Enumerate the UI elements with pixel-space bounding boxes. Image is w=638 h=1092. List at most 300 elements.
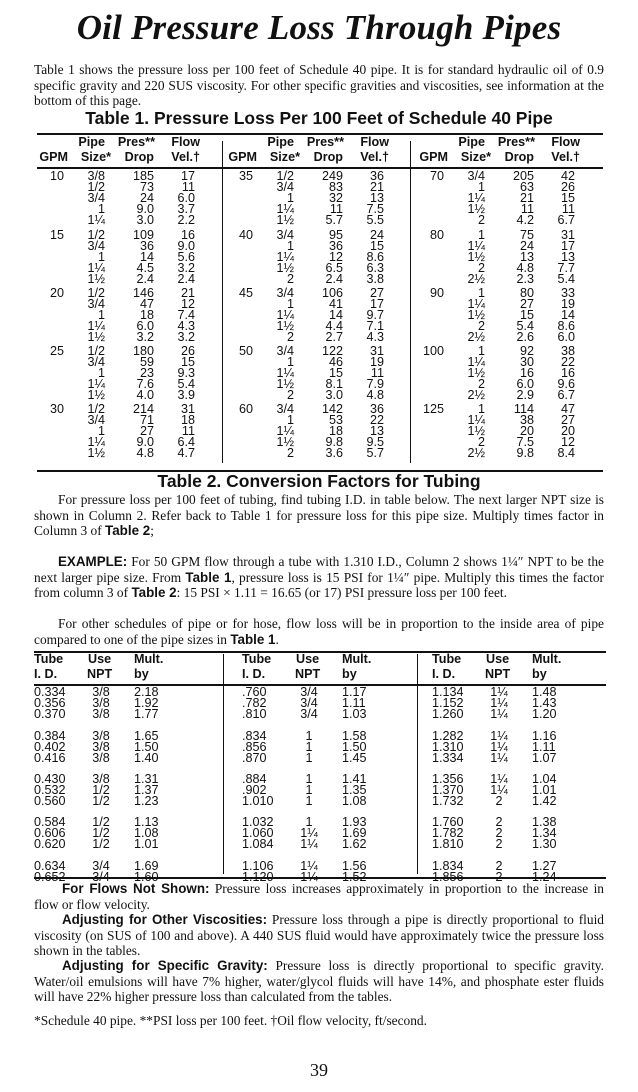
pressure-drop: 80 — [519, 286, 534, 300]
table2-header-top: Mult. — [134, 652, 164, 666]
pipe-size: 1½ — [467, 308, 485, 323]
npt-size: 2 — [495, 815, 503, 829]
tube-id: .884 — [242, 772, 267, 786]
flow-velocity: 7.7 — [557, 261, 575, 276]
tube-id: 1.106 — [242, 859, 274, 873]
pressure-drop: 92 — [519, 344, 534, 358]
pipe-size: 2 — [286, 388, 294, 403]
flow-velocity: 22 — [560, 355, 575, 370]
tube-id: 1.032 — [242, 815, 274, 829]
flow-velocity: 7.1 — [366, 319, 384, 334]
pipe-size: 1½ — [467, 366, 485, 381]
pressure-drop: 9.8 — [325, 435, 343, 450]
pipe-size: 3/8 — [87, 169, 105, 183]
pipe-size: 2 — [286, 446, 294, 461]
gpm-value: 10 — [49, 169, 64, 183]
table2-header-top: Mult. — [342, 652, 372, 666]
table2-instructions — [34, 492, 604, 539]
pressure-drop: 3.2 — [136, 330, 154, 345]
flow-velocity: 21 — [369, 180, 384, 195]
table1-row — [226, 215, 411, 226]
pressure-drop: 185 — [132, 169, 154, 183]
table1-row — [226, 390, 411, 401]
pipe-size: 1 — [477, 402, 485, 416]
pipe-size: 1 — [477, 344, 485, 358]
multiplier: 1.23 — [134, 794, 159, 809]
npt-size: 2 — [495, 837, 503, 852]
gpm-value: 125 — [422, 402, 444, 416]
pipe-size: 1 — [97, 250, 105, 265]
pipe-size: 1¼ — [467, 355, 485, 370]
tube-id: 1.732 — [432, 794, 464, 809]
pipe-size: 3/4 — [87, 191, 105, 206]
tube-id: 1.356 — [432, 772, 464, 786]
page-title: Oil Pressure Loss Through Pipes — [76, 8, 562, 47]
pressure-drop: 114 — [513, 402, 534, 416]
npt-size: 1/2 — [92, 815, 110, 829]
pressure-drop: 4.8 — [136, 446, 154, 461]
gpm-value: 70 — [429, 169, 444, 183]
gpm-value: 25 — [49, 344, 64, 358]
pipe-size: 1¼ — [276, 366, 294, 381]
pipe-size: 3/4 — [87, 239, 105, 254]
pipe-size: 1/2 — [87, 286, 105, 300]
npt-size: 3/4 — [92, 859, 110, 873]
pressure-drop: 5.7 — [325, 213, 343, 228]
pressure-drop: 3.0 — [325, 388, 343, 403]
table2-header-bottom: I. D. — [34, 667, 58, 681]
gpm-value: 100 — [422, 344, 444, 358]
other-schedules-paragraph — [34, 616, 604, 647]
table2-title: Table 2. Conversion Factors for Tubing — [157, 471, 481, 491]
multiplier: 1.50 — [342, 740, 367, 755]
tube-id: 0.560 — [34, 794, 66, 809]
flow-velocity: 13 — [369, 191, 384, 206]
table2-header-bottom: I. D. — [432, 667, 456, 681]
flow-velocity: 7.5 — [366, 202, 384, 217]
note-flows-label: For Flows Not Shown: — [62, 881, 210, 896]
pipe-size: 1½ — [87, 330, 105, 345]
pipe-size: 1½ — [276, 435, 294, 450]
tube-id: 1.370 — [432, 783, 464, 798]
npt-size: 1 — [305, 740, 313, 755]
table2 — [34, 651, 606, 885]
pipe-size: 1 — [286, 355, 294, 370]
multiplier: 1.69 — [134, 859, 159, 873]
example-paragraph — [34, 554, 604, 601]
pressure-drop: 13 — [519, 250, 534, 265]
npt-size: 1 — [305, 751, 313, 766]
gpm-value: 80 — [429, 228, 444, 242]
multiplier: 1.69 — [342, 826, 367, 841]
table1-header-top: Flow — [171, 135, 200, 149]
tube-id: .782 — [242, 696, 267, 711]
gpm-value: 40 — [238, 228, 253, 242]
flow-velocity: 9.3 — [177, 366, 195, 381]
pressure-drop: 2.7 — [325, 330, 343, 345]
flow-velocity: 20 — [560, 424, 575, 439]
table1-row — [226, 448, 411, 459]
flow-velocity: 19 — [369, 355, 384, 370]
table1-header-top: Pres** — [497, 135, 535, 149]
pipe-size: 1 — [286, 413, 294, 428]
pipe-size: 3/4 — [276, 344, 294, 358]
pressure-drop: 6.0 — [516, 377, 534, 392]
table2-header-top: Use — [486, 652, 510, 666]
pipe-size: 1¼ — [87, 261, 105, 276]
table2-row — [242, 753, 427, 764]
table1-row — [37, 274, 222, 285]
table1-row — [37, 332, 222, 343]
pressure-drop: 27 — [519, 297, 534, 312]
flow-velocity: 27 — [560, 413, 575, 428]
note-sg-text: Pressure loss is directly proportional to specific gravity. Water/oil emulsions will have 7% higher, water/glycol fluids will have 14%, and phosphate ester fluids will have 22% higher pressure loss than calculated from the tables. — [34, 958, 604, 1005]
flow-velocity: 5.6 — [177, 250, 195, 265]
tube-id: 1.282 — [432, 729, 464, 743]
pipe-size: 2 — [477, 377, 485, 392]
tube-id: 0.430 — [34, 772, 66, 786]
multiplier: 1.04 — [532, 772, 557, 786]
pressure-drop: 2.6 — [516, 330, 534, 345]
pipe-size: 1¼ — [467, 297, 485, 312]
pipe-size: 2 — [477, 261, 485, 276]
npt-size: 3/8 — [92, 685, 110, 699]
flow-velocity: 6.7 — [557, 388, 575, 403]
npt-size: 3/4 — [300, 707, 318, 722]
flow-velocity: 2.4 — [177, 272, 195, 287]
tube-id: .760 — [242, 685, 267, 699]
npt-size: 3/8 — [92, 696, 110, 711]
multiplier: 1.16 — [532, 729, 557, 743]
flow-velocity: 15 — [560, 191, 575, 206]
table1-header-top: Flow — [551, 135, 580, 149]
table1-row — [37, 448, 222, 459]
npt-size: 1/2 — [92, 837, 110, 852]
npt-size: 1¼ — [490, 751, 508, 766]
flow-velocity: 11 — [370, 366, 384, 381]
npt-size: 2 — [495, 826, 503, 841]
npt-size: 1/2 — [92, 794, 110, 809]
pressure-drop: 109 — [132, 228, 154, 242]
pressure-drop: 95 — [328, 228, 343, 242]
multiplier: 1.31 — [134, 772, 159, 786]
flow-velocity: 7.9 — [366, 377, 384, 392]
table2-ref: Table 2 — [105, 523, 151, 539]
pipe-size: 1½ — [276, 261, 294, 276]
table2-row — [242, 839, 427, 850]
table1-header-bottom: Vel.† — [171, 150, 200, 164]
pipe-size: 2 — [286, 330, 294, 345]
multiplier: 1.38 — [532, 815, 557, 829]
pressure-drop: 36 — [328, 239, 343, 254]
flow-velocity: 5.4 — [557, 272, 575, 287]
table1-header-top: Pres** — [117, 135, 155, 149]
flow-velocity: 8.6 — [366, 250, 384, 265]
pipe-size: 1¼ — [87, 377, 105, 392]
flow-velocity: 9.0 — [177, 239, 195, 254]
example-table2-ref: Table 2 — [131, 585, 177, 601]
npt-size: 3/4 — [300, 696, 318, 711]
flow-velocity: 13 — [369, 424, 384, 439]
table2-row — [34, 709, 219, 720]
multiplier: 1.11 — [532, 740, 556, 755]
npt-size: 1¼ — [300, 859, 318, 873]
multiplier: 1.58 — [342, 729, 367, 743]
multiplier: 1.07 — [532, 751, 557, 766]
table2-header-bottom: by — [532, 667, 547, 681]
pipe-size: 2 — [477, 213, 485, 228]
multiplier: 1.56 — [342, 859, 367, 873]
tube-id: .834 — [242, 729, 267, 743]
table2-top-rule — [34, 651, 606, 653]
pipe-size: 1¼ — [467, 239, 485, 254]
multiplier: 1.30 — [532, 837, 557, 852]
pressure-drop: 6.5 — [325, 261, 343, 276]
table1-header-bottom: GPM — [419, 150, 448, 164]
table2-row — [242, 731, 427, 742]
flow-velocity: 2.2 — [177, 213, 195, 228]
pressure-drop: 23 — [139, 366, 154, 381]
flow-velocity: 33 — [560, 286, 575, 300]
multiplier: 1.42 — [532, 794, 557, 809]
npt-size: 2 — [495, 794, 503, 809]
pressure-drop: 59 — [139, 355, 154, 370]
table1-header-bottom: Size* — [80, 150, 111, 164]
flow-velocity: 17 — [369, 297, 384, 312]
pressure-drop: 46 — [328, 355, 343, 370]
pressure-drop: 32 — [328, 191, 343, 206]
pipe-size: 1¼ — [467, 413, 485, 428]
note-viscosity — [34, 912, 604, 959]
tube-id: 1.760 — [432, 815, 464, 829]
pressure-drop: 146 — [132, 286, 154, 300]
pipe-size: 1½ — [87, 446, 105, 461]
pressure-drop: 24 — [519, 239, 534, 254]
pressure-drop: 16 — [519, 366, 534, 381]
table2-row — [432, 796, 617, 807]
table1-header-top: Pres** — [306, 135, 344, 149]
pipe-size: 1 — [97, 424, 105, 439]
table2-header-top: Tube — [34, 652, 64, 666]
flow-velocity: 36 — [369, 169, 384, 183]
pipe-size: 1/2 — [87, 344, 105, 358]
table1 — [37, 133, 603, 471]
tube-id: 0.532 — [34, 783, 66, 798]
table2-header-top: Tube — [432, 652, 462, 666]
table2-row — [242, 774, 427, 785]
pressure-drop: 2.9 — [516, 388, 534, 403]
pipe-size: 3/4 — [276, 180, 294, 195]
pipe-size: 2½ — [467, 272, 485, 287]
table1-row — [417, 332, 602, 343]
flow-velocity: 6.3 — [366, 261, 384, 276]
flow-velocity: 4.3 — [177, 319, 195, 334]
flow-velocity: 4.3 — [366, 330, 384, 345]
table1-header-bottom: Size* — [460, 150, 491, 164]
multiplier: 1.52 — [342, 870, 367, 885]
flow-velocity: 21 — [180, 286, 195, 300]
flow-velocity: 3.9 — [177, 388, 195, 403]
example-text-a: For 50 GPM flow through a tube with 1.310 I.D., Column 2 shows 1¼″ NPT to be the next larger pipe size. From — [34, 554, 604, 585]
table1-title: Table 1. Pressure Loss Per 100 Feet of Schedule 40 Pipe — [85, 108, 553, 128]
pressure-drop: 8.1 — [325, 377, 343, 392]
multiplier: 1.08 — [134, 826, 159, 841]
pressure-drop: 122 — [321, 344, 343, 358]
pipe-size: 1 — [477, 180, 485, 195]
multiplier: 1.40 — [134, 751, 159, 766]
flow-velocity: 16 — [560, 366, 575, 381]
flow-velocity: 5.4 — [177, 377, 195, 392]
pressure-drop: 249 — [321, 169, 343, 183]
pressure-drop: 20 — [519, 424, 534, 439]
table2-row — [34, 839, 219, 850]
table1-divider-1 — [222, 141, 223, 463]
table2-instructions-end: ; — [150, 523, 154, 539]
flow-velocity: 3.7 — [177, 202, 195, 217]
pressure-drop: 12 — [328, 250, 343, 265]
flow-velocity: 11 — [561, 202, 575, 217]
multiplier: 1.37 — [134, 783, 159, 798]
pipe-size: 1½ — [276, 213, 294, 228]
table1-row — [417, 390, 602, 401]
flow-velocity: 31 — [369, 344, 384, 358]
pipe-size: 3/4 — [276, 286, 294, 300]
table2-instructions-text: For pressure loss per 100 feet of tubing, find tubing I.D. in table below. The next larger NPT size is shown in Column 2. Refer back to Table 1 for pressure loss for this pipe size. Multiply times factor in Column 3 of — [34, 492, 604, 539]
npt-size: 1¼ — [490, 740, 508, 755]
pipe-size: 1/2 — [87, 402, 105, 416]
pipe-size: 1¼ — [87, 435, 105, 450]
table2-row — [242, 709, 427, 720]
pressure-drop: 47 — [139, 297, 154, 312]
tube-id: 1.856 — [432, 870, 464, 885]
table1-header-bottom: GPM — [39, 150, 68, 164]
pipe-size: 2½ — [467, 446, 485, 461]
flow-velocity: 9.6 — [557, 377, 575, 392]
pressure-drop: 18 — [328, 424, 343, 439]
pressure-drop: 9.0 — [136, 202, 154, 217]
flow-velocity: 13 — [560, 250, 575, 265]
pressure-drop: 18 — [139, 308, 154, 323]
tube-id: 0.584 — [34, 815, 66, 829]
pipe-size: 1¼ — [87, 213, 105, 228]
tube-id: 0.634 — [34, 859, 66, 873]
tube-id: 1.810 — [432, 837, 464, 852]
pressure-drop: 2.4 — [325, 272, 343, 287]
multiplier: 1.24 — [532, 870, 557, 885]
pipe-size: 1¼ — [87, 319, 105, 334]
npt-size: 1¼ — [490, 783, 508, 798]
flow-velocity: 31 — [180, 402, 195, 416]
table1-header-bottom: Vel.† — [551, 150, 580, 164]
table2-header-bottom: by — [134, 667, 149, 681]
npt-size: 1 — [305, 783, 313, 798]
example-table1-ref: Table 1 — [185, 569, 232, 585]
note-flows — [34, 881, 604, 912]
multiplier: 1.11 — [342, 696, 366, 711]
npt-size: 3/8 — [92, 707, 110, 722]
table2-header-bottom: by — [342, 667, 357, 681]
flow-velocity: 31 — [560, 228, 575, 242]
flow-velocity: 6.7 — [557, 213, 575, 228]
flow-velocity: 36 — [369, 402, 384, 416]
flow-velocity: 15 — [369, 239, 384, 254]
pressure-drop: 11 — [329, 202, 343, 217]
tube-id: 1.152 — [432, 696, 464, 711]
table1-header-top: Pipe — [267, 135, 294, 149]
npt-size: 1¼ — [490, 707, 508, 722]
pressure-drop: 21 — [519, 191, 534, 206]
table1-header-bottom: GPM — [228, 150, 257, 164]
gpm-value: 60 — [238, 402, 253, 416]
npt-size: 1/2 — [92, 783, 110, 798]
npt-size: 1¼ — [490, 729, 508, 743]
pressure-drop: 2.4 — [136, 272, 154, 287]
npt-size: 1 — [305, 772, 313, 786]
pressure-drop: 9.8 — [516, 446, 534, 461]
table1-header-bottom: Vel.† — [360, 150, 389, 164]
tube-id: 1.834 — [432, 859, 464, 873]
npt-size: 2 — [495, 870, 503, 885]
pressure-drop: 142 — [321, 402, 343, 416]
flow-velocity: 47 — [560, 402, 575, 416]
tube-id: 1.084 — [242, 837, 274, 852]
flow-velocity: 14 — [560, 308, 575, 323]
flow-velocity: 5.5 — [366, 213, 384, 228]
pipe-size: 1½ — [87, 272, 105, 287]
tube-id: 1.260 — [432, 707, 464, 722]
pressure-drop: 71 — [139, 413, 154, 428]
table1-header-top: Pipe — [78, 135, 105, 149]
tube-id: .810 — [242, 707, 267, 722]
table1-header-top: Pipe — [458, 135, 485, 149]
pressure-drop: 7.5 — [516, 435, 534, 450]
flow-velocity: 15 — [180, 355, 195, 370]
multiplier: 1.01 — [532, 783, 557, 798]
pressure-drop: 15 — [328, 366, 343, 381]
pressure-drop: 41 — [328, 297, 343, 312]
multiplier: 1.08 — [342, 794, 367, 809]
other-table1-ref: Table 1 — [230, 631, 276, 647]
multiplier: 1.20 — [532, 707, 557, 722]
pipe-size: 2½ — [467, 330, 485, 345]
pressure-drop: 4.2 — [516, 213, 534, 228]
tube-id: 0.416 — [34, 751, 66, 766]
note-viscosity-label: Adjusting for Other Viscosities: — [62, 912, 268, 927]
npt-size: 1¼ — [300, 826, 318, 841]
flow-velocity: 26 — [560, 180, 575, 195]
multiplier: 1.48 — [532, 685, 557, 699]
pipe-size: 3/4 — [87, 297, 105, 312]
pressure-drop: 4.0 — [136, 388, 154, 403]
flow-velocity: 24 — [369, 228, 384, 242]
gpm-value: 45 — [238, 286, 253, 300]
npt-size: 1 — [305, 794, 313, 809]
tube-id: 1.310 — [432, 740, 464, 755]
pipe-size: 1/2 — [87, 180, 105, 195]
flow-velocity: 3.2 — [177, 330, 195, 345]
tube-id: .902 — [242, 783, 267, 798]
pipe-size: 3/4 — [87, 355, 105, 370]
flow-velocity: 12 — [180, 297, 195, 312]
pipe-size: 1 — [97, 308, 105, 323]
table2-header-top: Tube — [242, 652, 272, 666]
pressure-drop: 3.6 — [325, 446, 343, 461]
tube-id: 0.652 — [34, 870, 66, 885]
pipe-size: 2 — [477, 435, 485, 450]
pipe-size: 2 — [477, 319, 485, 334]
npt-size: 2 — [495, 859, 503, 873]
pressure-drop: 83 — [328, 180, 343, 195]
